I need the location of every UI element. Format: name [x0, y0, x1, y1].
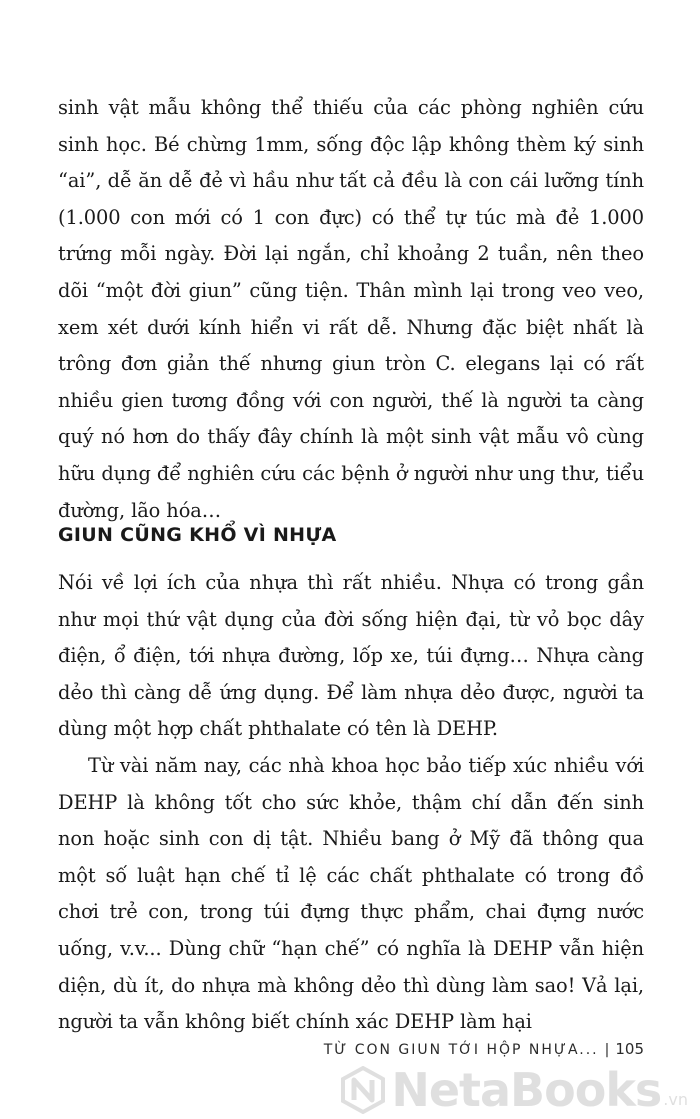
- section-heading: GIUN CŨNG KHỔ VÌ NHỰA: [58, 524, 337, 546]
- watermark-suffix: .vn: [663, 1090, 688, 1109]
- watermark-brand: NetaBooks: [391, 1063, 662, 1117]
- running-footer: [324, 1040, 644, 1058]
- running-title: TỪ CON GIUN TỚI HỘP NHỰA...: [323, 1042, 599, 1058]
- watermark: [339, 1063, 688, 1117]
- section-body: [58, 565, 644, 1041]
- paragraph-plastic-benefits: Nói về lợi ích của nhựa thì rất nhiều. Nhựa có trong gần như mọi thứ vật dụng của đời sống hiện đại, từ vỏ bọc dây điện, ổ điện, tới nhựa đường, lốp xe, túi đựng… Nhựa càng dẻo thì càng dễ ứng dụng. Để làm nhựa dẻo được, người ta dùng một hợp chất phthalate có tên là DEHP.: [58, 571, 644, 741]
- paragraph-dehp-health: Từ vài năm nay, các nhà khoa học bảo tiếp xúc nhiều với DEHP là không tốt cho sức khỏe, thậm chí dẫn đến sinh non hoặc sinh con dị tật. Nhiều bang ở Mỹ đã thông qua một số luật hạn chế tỉ lệ các chất phthalate có trong đồ chơi trẻ con, trong túi đựng thực phẩm, chai đựng nước uống, v.v... Dùng chữ “hạn chế” có nghĩa là DEHP vẫn hiện diện, dù ít, do nhựa mà không dẻo thì dùng làm sao! Vả lại, người ta vẫn không biết chính xác DEHP làm hại: [58, 753, 644, 1034]
- netabooks-logo-icon: [339, 1066, 387, 1114]
- paragraph-worm-model-organism: sinh vật mẫu không thể thiếu của các phòng nghiên cứu sinh học. Bé chừng 1mm, sống độc lập không thèm ký sinh “ai”, dễ ăn dễ đẻ vì hầu như tất cả đều là con cái lưỡng tính (1.000 con mới có 1 con đực) có thể tự túc mà đẻ 1.000 trứng mỗi ngày. Đời lại ngắn, chỉ khoảng 2 tuần, nên theo dõi “một đời giun” cũng tiện. Thân mình lại trong veo veo, xem xét dưới kính hiển vi rất dễ. Nhưng đặc biệt nhất là trông đơn giản thế nhưng giun tròn C. elegans lại có rất nhiều gien tương đồng với con người, thế là người ta càng quý nó hơn do thấy đây chính là một sinh vật mẫu vô cùng hữu dụng để nghiên cứu các bệnh ở người như ung thư, tiểu đường, lão hóa…: [58, 96, 644, 522]
- footer-separator: |: [604, 1042, 610, 1058]
- page-number: 105: [615, 1040, 644, 1058]
- page-body: [58, 90, 644, 529]
